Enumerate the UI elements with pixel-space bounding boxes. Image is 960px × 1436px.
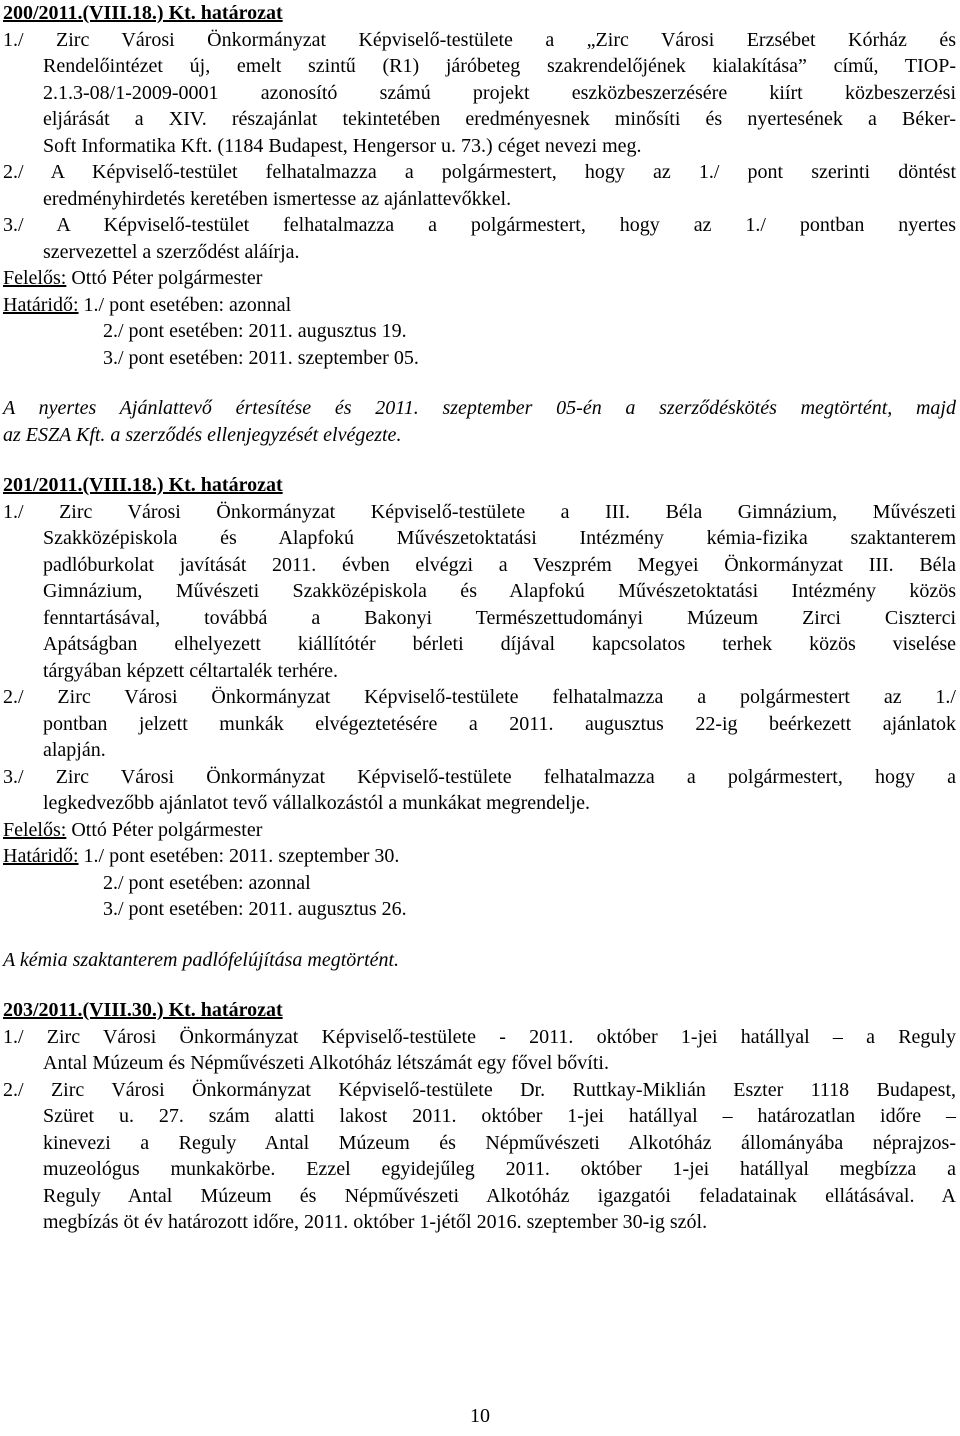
- resolution-201: [3, 472, 956, 973]
- paragraph-line: 2./ Zirc Városi Önkormányzat Képviselő-testülete felhatalmazza a polgármestert az 1./: [3, 686, 956, 708]
- resolution-title: 201/2011.(VIII.18.) Kt. határozat: [3, 474, 283, 496]
- paragraph-line: Gimnázium, Művészeti Szakközépiskola és Alapfokú Művészetoktatási Intézmény közös: [43, 580, 956, 602]
- paragraph-line: 2./ A Képviselő-testület felhatalmazza a polgármestert, hogy az 1./ pont szerinti döntést: [3, 161, 956, 183]
- resolution-200: [3, 0, 956, 448]
- felelos-line: [3, 265, 956, 292]
- paragraph-line: Rendelőintézet új, emelt szintű (R1) járóbeteg szakrendelőjének kialakítása” című, TIOP-: [43, 55, 956, 77]
- hatarido-item: 2./ pont esetében: azonnal: [103, 871, 311, 894]
- paragraph-line: tárgyában képzett céltartalék terhére.: [43, 659, 339, 682]
- hatarido-line: [3, 843, 956, 870]
- felelos-value: Ottó Péter polgármester: [66, 818, 263, 841]
- felelos-line: [3, 817, 956, 844]
- paragraph-line: szervezettel a szerződést aláírja.: [43, 240, 300, 263]
- paragraph-line: eljárását a XIV. részajánlat tekintetében eredményesnek minősíti és nyertesének a Béker-: [43, 108, 956, 130]
- paragraph-line: muzeológus munkakörbe. Ezzel egyidejűleg 2011. október 1-jei hatállyal megbízza a: [43, 1158, 956, 1180]
- hatarido-line: [3, 292, 956, 319]
- hatarido-label: Határidő:: [3, 845, 79, 867]
- hatarido-item: 3./ pont esetében: 2011. augusztus 26.: [103, 898, 407, 920]
- hatarido-item: 3./ pont esetében: 2011. szeptember 05.: [103, 346, 419, 369]
- resolution-203: [3, 997, 956, 1236]
- paragraph-line: fenntartásával, továbbá a Bakonyi Természettudományi Múzeum Zirci Ciszterci: [43, 606, 956, 629]
- paragraph-line: 3./ Zirc Városi Önkormányzat Képviselő-testülete felhatalmazza a polgármestert, hogy a: [3, 765, 956, 788]
- paragraph-line: Szakközépiskola és Alapfokú Művészetoktatási Intézmény kémia-fizika szaktanterem: [43, 527, 956, 549]
- felelos-value: Ottó Péter polgármester: [66, 267, 263, 289]
- felelos-label: Felelős:: [3, 267, 67, 289]
- resolution-title: 203/2011.(VIII.30.) Kt. határozat: [3, 999, 283, 1021]
- hatarido-item: 1./ pont esetében: 2011. szeptember 30.: [78, 845, 400, 867]
- paragraph-line: Apátságban elhelyezett kiállítótér bérleti díjával kapcsolatos terhek közös viselése: [43, 633, 956, 655]
- paragraph-line: Antal Múzeum és Népművészeti Alkotóház létszámát egy fővel bővíti.: [43, 1052, 609, 1074]
- paragraph-line: 3./ A Képviselő-testület felhatalmazza a polgármestert, hogy az 1./ pontban nyertes: [3, 214, 956, 236]
- page-number: 10: [470, 1405, 490, 1427]
- paragraph-line: Soft Informatika Kft. (1184 Budapest, Hengersor u. 73.) céget nevezi meg.: [43, 134, 642, 157]
- paragraph-line: alapján.: [43, 739, 106, 761]
- hatarido-item: 2./ pont esetében: 2011. augusztus 19.: [103, 320, 407, 342]
- hatarido-label: Határidő:: [3, 293, 79, 316]
- paragraph-line: 2./ Zirc Városi Önkormányzat Képviselő-testülete Dr. Ruttkay-Miklián Eszter 1118 Budapest,: [3, 1078, 956, 1101]
- paragraph-line: Szüret u. 27. szám alatti lakost 2011. október 1-jei hatállyal – határozatlan időre –: [43, 1105, 956, 1127]
- paragraph-line: 1./ Zirc Városi Önkormányzat Képviselő-testülete - 2011. október 1-jei hatállyal – a Reguly: [3, 1025, 956, 1048]
- document-page: [3, 0, 956, 1236]
- outcome-note: A kémia szaktanterem padlófelújítása megtörtént.: [3, 948, 400, 971]
- paragraph-line: 1./ Zirc Városi Önkormányzat Képviselő-testülete a „Zirc Városi Erzsébet Kórház és: [3, 28, 956, 51]
- paragraph-line: 2.1.3-08/1-2009-0001 azonosító számú projekt eszközbeszerzésére kiírt közbeszerzési: [43, 81, 956, 104]
- paragraph-line: Reguly Antal Múzeum és Népművészeti Alkotóház igazgatói feladatainak ellátásával. A: [43, 1184, 956, 1207]
- paragraph-line: 1./ Zirc Városi Önkormányzat Képviselő-testülete a III. Béla Gimnázium, Művészeti: [3, 500, 956, 523]
- resolution-title: 200/2011.(VIII.18.) Kt. határozat: [3, 2, 283, 24]
- outcome-note: az ESZA Kft. a szerződés ellenjegyzését elvégezte.: [3, 423, 402, 446]
- paragraph-line: padlóburkolat javítását 2011. évben elvégzi a Veszprém Megyei Önkormányzat III. Béla: [43, 553, 956, 576]
- paragraph-line: pontban jelzett munkák elvégeztetésére a 2011. augusztus 22-ig beérkezett ajánlatok: [43, 712, 956, 735]
- paragraph-line: kinevezi a Reguly Antal Múzeum és Népművészeti Alkotóház állományába néprajzos-: [43, 1131, 956, 1154]
- paragraph-line: legkedvezőbb ajánlatot tevő vállalkozástól a munkákat megrendelje.: [43, 792, 591, 814]
- felelos-label: Felelős:: [3, 818, 67, 841]
- hatarido-item: 1./ pont esetében: azonnal: [78, 293, 292, 316]
- paragraph-line: eredményhirdetés keretében ismertesse az ajánlattevőkkel.: [43, 187, 512, 210]
- outcome-note: A nyertes Ajánlattevő értesítése és 2011. szeptember 05-én a szerződéskötés megtörtént, majd: [3, 397, 956, 419]
- paragraph-line: megbízás öt év határozott időre, 2011. október 1-jétől 2016. szeptember 30-ig szól.: [43, 1211, 708, 1233]
